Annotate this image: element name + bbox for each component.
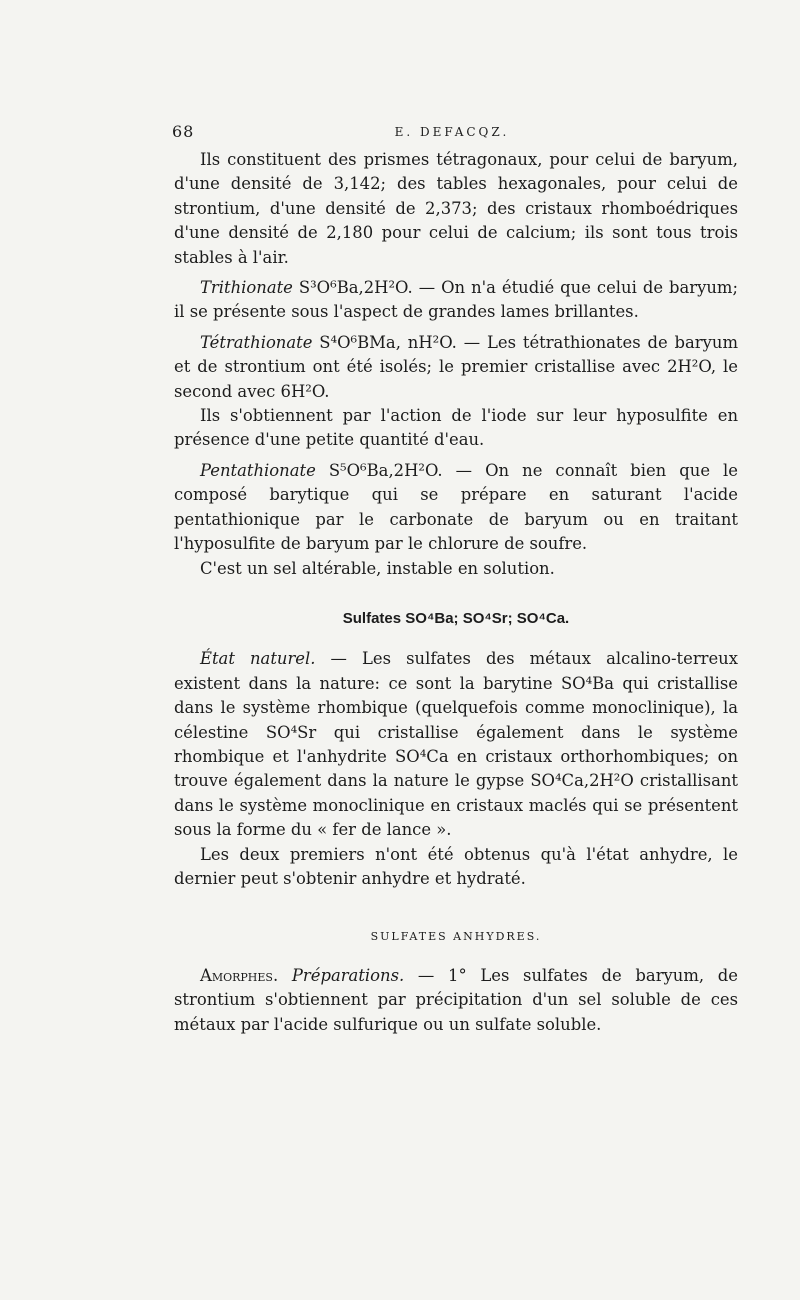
trithionate-text: S³O⁶Ba,2H²O. — On n'a étudié que celui de baryum; il se présente sous l'aspect de grandes lames brillantes. bbox=[174, 278, 738, 322]
section-heading-sulfates: Sulfates SO⁴Ba; SO⁴Sr; SO⁴Ca. bbox=[342, 609, 570, 627]
paragraph-iodine: Ils s'obtiennent par l'action de l'iode sur leur hyposulfite en présence d'une petite quantité d'eau. bbox=[174, 406, 738, 450]
paragraph-trithionate bbox=[174, 276, 738, 325]
pentathionate-text: S⁵O⁶Ba,2H²O. — On ne connaît bien que le composé barytique qui se prépare en saturant l'acide pentathionique par le carbonate de baryum ou en traitant l'hyposulfite de baryum par le chlorure de soufre. bbox=[174, 460, 738, 554]
paragraph-densities: Ils constituent des prismes tétragonaux, pour celui de baryum, d'une densité de 3,142; des tables hexagonales, pour celui de strontium, d'une densité de 2,373; des cristaux rhomboédriques d'une densité de 2,180 pour celui de calcium; ils sont tous trois stables à l'air. bbox=[174, 150, 738, 267]
body-text bbox=[174, 148, 738, 1037]
paragraph-unstable-salt: C'est un sel altérable, instable en solution. bbox=[200, 558, 555, 578]
page-number: 68 bbox=[172, 122, 195, 141]
paragraph-preparations bbox=[174, 964, 738, 1037]
preparations-text: — 1° Les sulfates de baryum, de strontium s'obtiennent par précipitation d'un sel soluble de ces métaux par l'acide sulfurique ou un sulfate soluble. bbox=[174, 965, 738, 1034]
term-amorphous: Amorphes. bbox=[200, 965, 279, 985]
term-natural-state: État naturel. bbox=[200, 649, 316, 669]
paragraph-anhydrous-hydrated: Les deux premiers n'ont été obtenus qu'à l'état anhydre, le dernier peut s'obtenir anhydre et hydraté. bbox=[174, 844, 738, 888]
paragraph-pentathionate bbox=[174, 459, 738, 557]
term-tetrathionate: Tétrathionate bbox=[200, 332, 313, 352]
paragraph-natural-state bbox=[174, 647, 738, 842]
running-head: E. DEFACQZ. bbox=[394, 125, 510, 139]
subheading-anhydrous-sulfates: SULFATES ANHYDRES. bbox=[370, 930, 542, 944]
term-pentathionate: Pentathionate bbox=[200, 460, 316, 480]
term-trithionate: Trithionate bbox=[200, 278, 293, 298]
paragraph-tetrathionate bbox=[174, 331, 738, 404]
term-preparations: Préparations. bbox=[291, 965, 405, 985]
natural-state-text: — Les sulfates des métaux alcalino-terreux existent dans la nature: ce sont la barytine SO⁴Ba qui cristallise dans le système rhombique (quelquefois comme monoclinique), la célestine SO⁴Sr qui cristallise également dans le système rhombique et l'anhydrite SO⁴Ca en cristaux orthorhombiques; on trouve également dans la nature le gypse SO⁴Ca,2H²O cristallisant dans le système monoclinique en cristaux maclés qui se présentent sous la forme du « fer de lance ». bbox=[174, 649, 738, 840]
tetrathionate-text: S⁴O⁶BMa, nH²O. — Les tétrathionates de baryum et de strontium ont été isolés; le premier cristallise avec 2H²O, le second avec 6H²O. bbox=[174, 332, 738, 401]
page-header bbox=[172, 122, 732, 144]
